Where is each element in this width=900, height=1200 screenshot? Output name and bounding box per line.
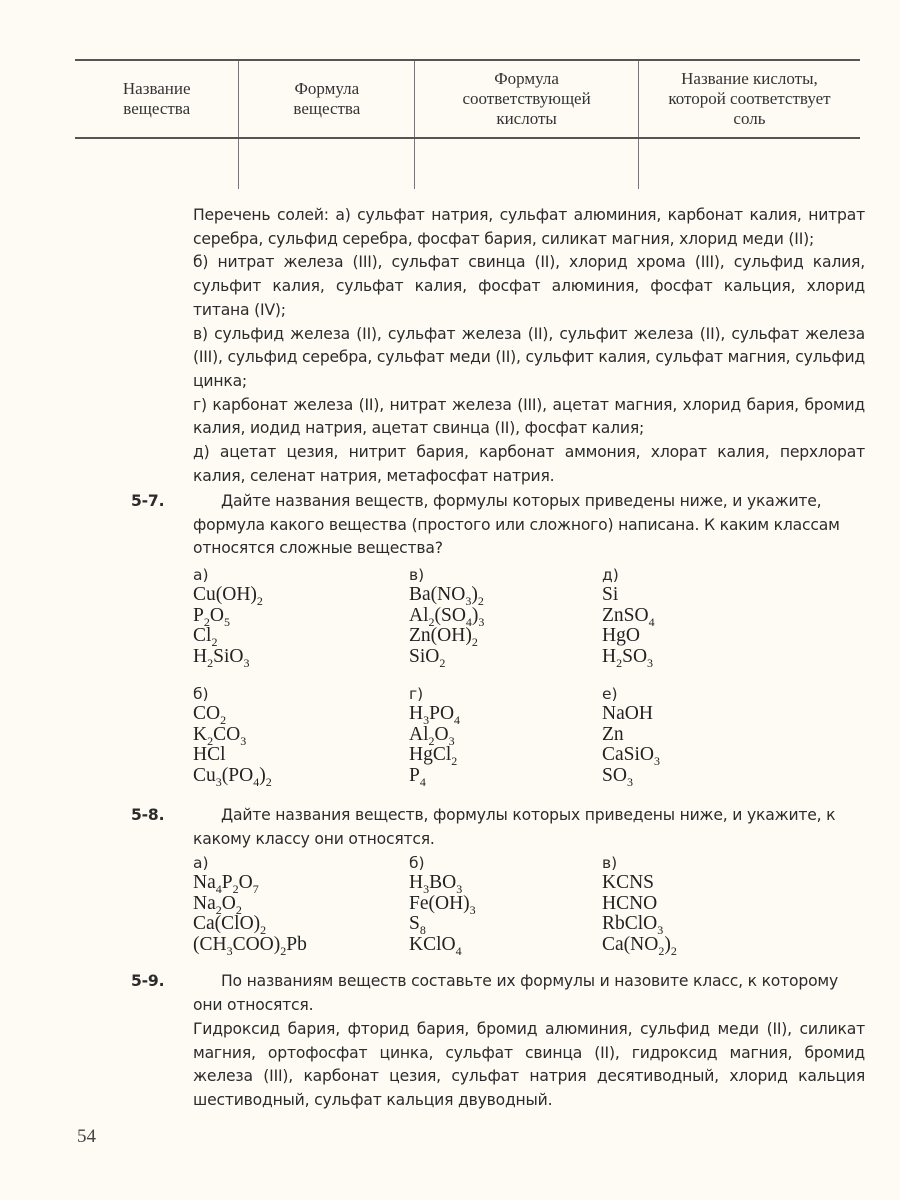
formula-group-b: б) $CO_2$ $K_2CO_3$ HCl $Cu_3(PO_4)_2$: [193, 685, 272, 789]
formula-group-a: а) $Na_4P_2O_7$ $Na_2O_2$ $Ca(ClO)_2$ $(CH_3COO)_2Pb$: [193, 854, 307, 958]
table-cell: [638, 138, 860, 189]
formula: KCNS: [602, 872, 655, 893]
formula: $Fe(OH)_3$: [409, 892, 476, 917]
task-5-9-substance-list: Гидроксид бария, фторид бария, бромид алюминия, сульфид меди (II), силикат магния, ортофосфат цинка, сульфат свинца (II), гидроксид магния, бромид железа (III), карбонат цезия, сульфат натрия десятиводный, хлорид кальция шестиводный, сульфат кальция двуводный.: [193, 1020, 865, 1110]
header-substance-name: Название вещества: [75, 60, 239, 138]
formula: HgO: [602, 625, 640, 646]
task-5-7: [131, 490, 866, 561]
formula: KClO$_4$: [409, 933, 462, 958]
formula: $Al_2(SO_4)_3$: [409, 604, 485, 629]
formula: HgCl$_2$: [409, 744, 458, 768]
salts-paragraph-d: д) ацетат цезия, нитрит бария, карбонат аммония, хлорат калия, перхлорат калия, селенат натрия, метафосфат натрия.: [193, 443, 865, 485]
formula-group-g: г) $H_3PO_4$ $Al_2O_3$ HgCl$_2$ $P_4$: [409, 685, 461, 789]
table-row: [75, 138, 860, 189]
formula: $P_4$: [409, 764, 426, 789]
task-text: Дайте названия веществ, формулы которых приведены ниже, и укажите, формула какого вещества (простого или сложного) написана. К каким классам относятся сложные вещества?: [193, 492, 840, 558]
salts-paragraph-v: в) сульфид железа (II), сульфат железа (II), сульфит железа (II), сульфат железа (III), сульфид серебра, сульфат меди (II), сульфит калия, сульфат магния, сульфид цинка;: [193, 324, 865, 390]
formula: $H_2SiO_3$: [193, 645, 250, 670]
formula: $Ca(ClO)_2$: [193, 913, 267, 937]
formula: HCl: [193, 744, 226, 765]
table-cell: [415, 138, 639, 189]
header-acid-name: Название кислоты, которой соответствует соль: [638, 60, 860, 138]
formula: NaOH: [602, 703, 653, 724]
formula-group-e: е) NaOH Zn CaSiO$_3$ $SO_3$: [602, 685, 661, 789]
formula: $Ca(NO_2)_2$: [602, 933, 677, 958]
formula: Zn: [602, 723, 624, 745]
salts-paragraph-g: г) карбонат железа (II), нитрат железа (III), ацетат магния, хлорид бария, бромид калия, иодид натрия, ацетат свинца (II), фосфат калия;: [193, 395, 865, 438]
page-number: 54: [77, 1126, 96, 1147]
formula: CaSiO$_3$: [602, 744, 661, 768]
formula: RbClO$_3$: [602, 913, 664, 937]
task-number: 5-8.: [131, 806, 165, 824]
task-number: 5-7.: [131, 492, 165, 510]
formula: ZnSO$_4$: [602, 604, 655, 629]
formula: $K_2CO_3$: [193, 723, 247, 748]
formula: $H_3PO_4$: [409, 703, 461, 727]
table-cell: [239, 138, 415, 189]
formula: $CO_2$: [193, 703, 227, 727]
salts-table: [75, 59, 860, 189]
formula-group-v: в) $Ba(NO_3)_2$ $Al_2(SO_4)_3$ $Zn(OH)_2$ SiO$_2$: [409, 566, 485, 670]
formula: $(CH_3COO)_2Pb$: [193, 933, 307, 958]
table-cell: [75, 138, 239, 189]
formula: HCNO: [602, 892, 658, 914]
formula-group-v: в) KCNS HCNO RbClO$_3$ $Ca(NO_2)_2$: [602, 854, 677, 958]
task-number: 5-9.: [131, 972, 165, 990]
formula: Si: [602, 584, 619, 605]
formula: $H_3BO_3$: [409, 872, 463, 896]
formula: SiO$_2$: [409, 645, 446, 670]
table-header-row: [75, 60, 860, 138]
task-text: По названиям веществ составьте их формулы и назовите класс, к которому они относятся.: [193, 972, 838, 1014]
header-substance-formula: Формула вещества: [239, 60, 415, 138]
salts-list: [193, 204, 865, 488]
formula: $H_2SO_3$: [602, 645, 654, 670]
formula: $P_2O_5$: [193, 604, 230, 629]
formula: $S_8$: [409, 913, 426, 937]
salts-paragraph-a: Перечень солей: а) сульфат натрия, сульфат алюминия, карбонат калия, нитрат серебра, сульфид серебра, фосфат бария, силикат магния, хлорид меди (II);: [193, 206, 865, 248]
header-acid-formula: Формула соответствующей кислоты: [415, 60, 639, 138]
formula-group-d: д) Si ZnSO$_4$ HgO $H_2SO_3$: [602, 566, 655, 670]
task-text: Дайте названия веществ, формулы которых приведены ниже, и укажите, к какому классу они относятся.: [193, 806, 836, 848]
formula: $SO_3$: [602, 764, 633, 789]
formula: $Cl_2$: [193, 625, 218, 649]
formula: $Na_4P_2O_7$: [193, 872, 259, 896]
formula: $Al_2O_3$: [409, 723, 455, 748]
formula: $Cu(OH)_2$: [193, 584, 263, 608]
task-5-8: [131, 804, 866, 851]
task-5-9: [131, 970, 866, 1017]
formula: $Na_2O_2$: [193, 892, 242, 917]
formula: $Ba(NO_3)_2$: [409, 584, 484, 608]
formula-group-b: б) $H_3BO_3$ $Fe(OH)_3$ $S_8$ KClO$_4$: [409, 854, 476, 958]
formula: $Zn(OH)_2$: [409, 625, 478, 649]
formula: $Cu_3(PO_4)_2$: [193, 764, 272, 789]
salts-paragraph-b: б) нитрат железа (III), сульфат свинца (II), хлорид хрома (III), сульфид калия, сульфит калия, сульфат калия, фосфат алюминия, фосфат кальция, хлорид титана (IV);: [193, 253, 865, 319]
formula-group-a: а) $Cu(OH)_2$ $P_2O_5$ $Cl_2$ $H_2SiO_3$: [193, 566, 263, 670]
